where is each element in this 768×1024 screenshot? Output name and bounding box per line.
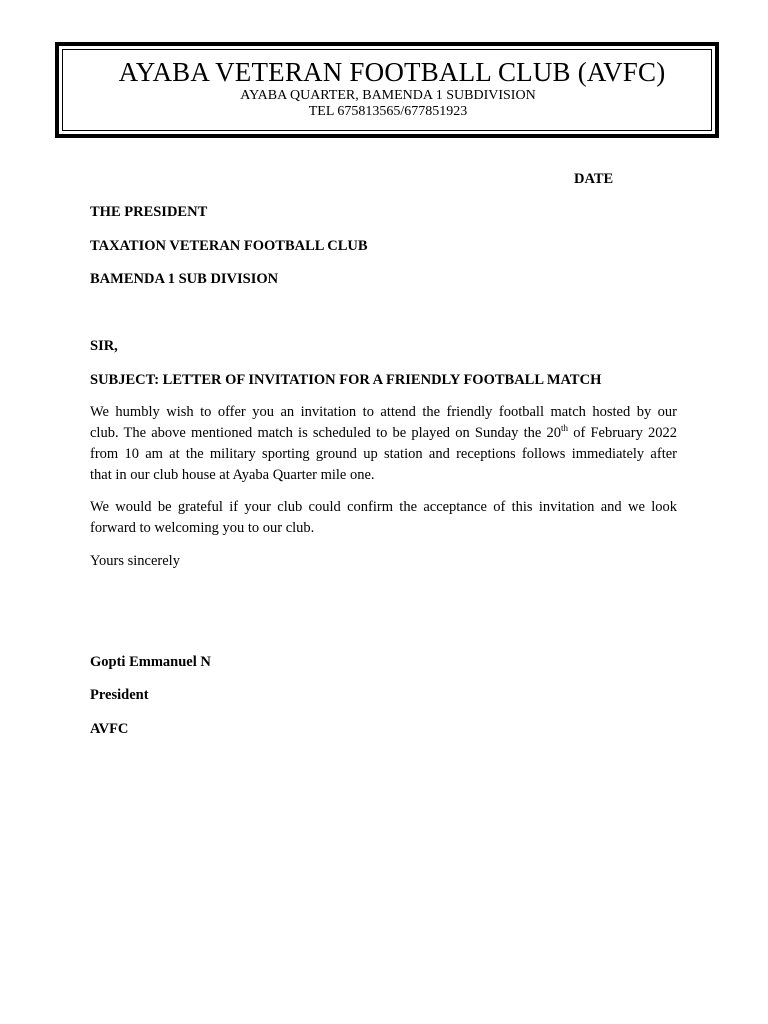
- club-address: AYABA QUARTER, BAMENDA 1 SUBDIVISION: [240, 88, 536, 103]
- letterhead: [55, 42, 719, 138]
- body-p1-line-1: We humbly wish to offer you an invitation to attend the friendly football match hosted by our: [90, 404, 677, 420]
- subject-line: SUBJECT: LETTER OF INVITATION FOR A FRIENDLY FOOTBALL MATCH: [90, 372, 602, 388]
- body-p1-line-2: [90, 423, 677, 444]
- closing: Yours sincerely: [90, 553, 180, 569]
- body-paragraph-1: [90, 402, 677, 486]
- recipient-organization: TAXATION VETERAN FOOTBALL CLUB: [90, 238, 368, 254]
- body-p1-line-2-text: club. The above mentioned match is scheduled to be played on Sunday the 20: [90, 425, 562, 441]
- body-p2-line-1: We would be grateful if your club could confirm the acceptance of this invitation and we look: [90, 499, 677, 515]
- ordinal-suffix: th: [561, 423, 569, 433]
- signature-role: President: [90, 687, 149, 703]
- recipient-location: BAMENDA 1 SUB DIVISION: [90, 271, 279, 287]
- signature-organization: AVFC: [90, 721, 129, 737]
- club-telephone: TEL 675813565/677851923: [308, 104, 468, 119]
- salutation: SIR,: [90, 338, 118, 354]
- body-p1-line-2-rest: of February 2022: [568, 425, 678, 441]
- body-p1-line-3: from 10 am at the military sporting ground up station and receptions follows immediately after: [90, 446, 677, 462]
- date-label: DATE: [574, 171, 614, 187]
- recipient-title: THE PRESIDENT: [90, 204, 208, 220]
- signature-name: Gopti Emmanuel N: [90, 654, 211, 670]
- body-p2-line-2: forward to welcoming you to our club.: [90, 520, 315, 536]
- club-name: AYABA VETERAN FOOTBALL CLUB (AVFC): [118, 57, 666, 87]
- body-paragraph-2: [90, 497, 677, 539]
- body-p1-line-4: that in our club house at Ayaba Quarter mile one.: [90, 467, 375, 483]
